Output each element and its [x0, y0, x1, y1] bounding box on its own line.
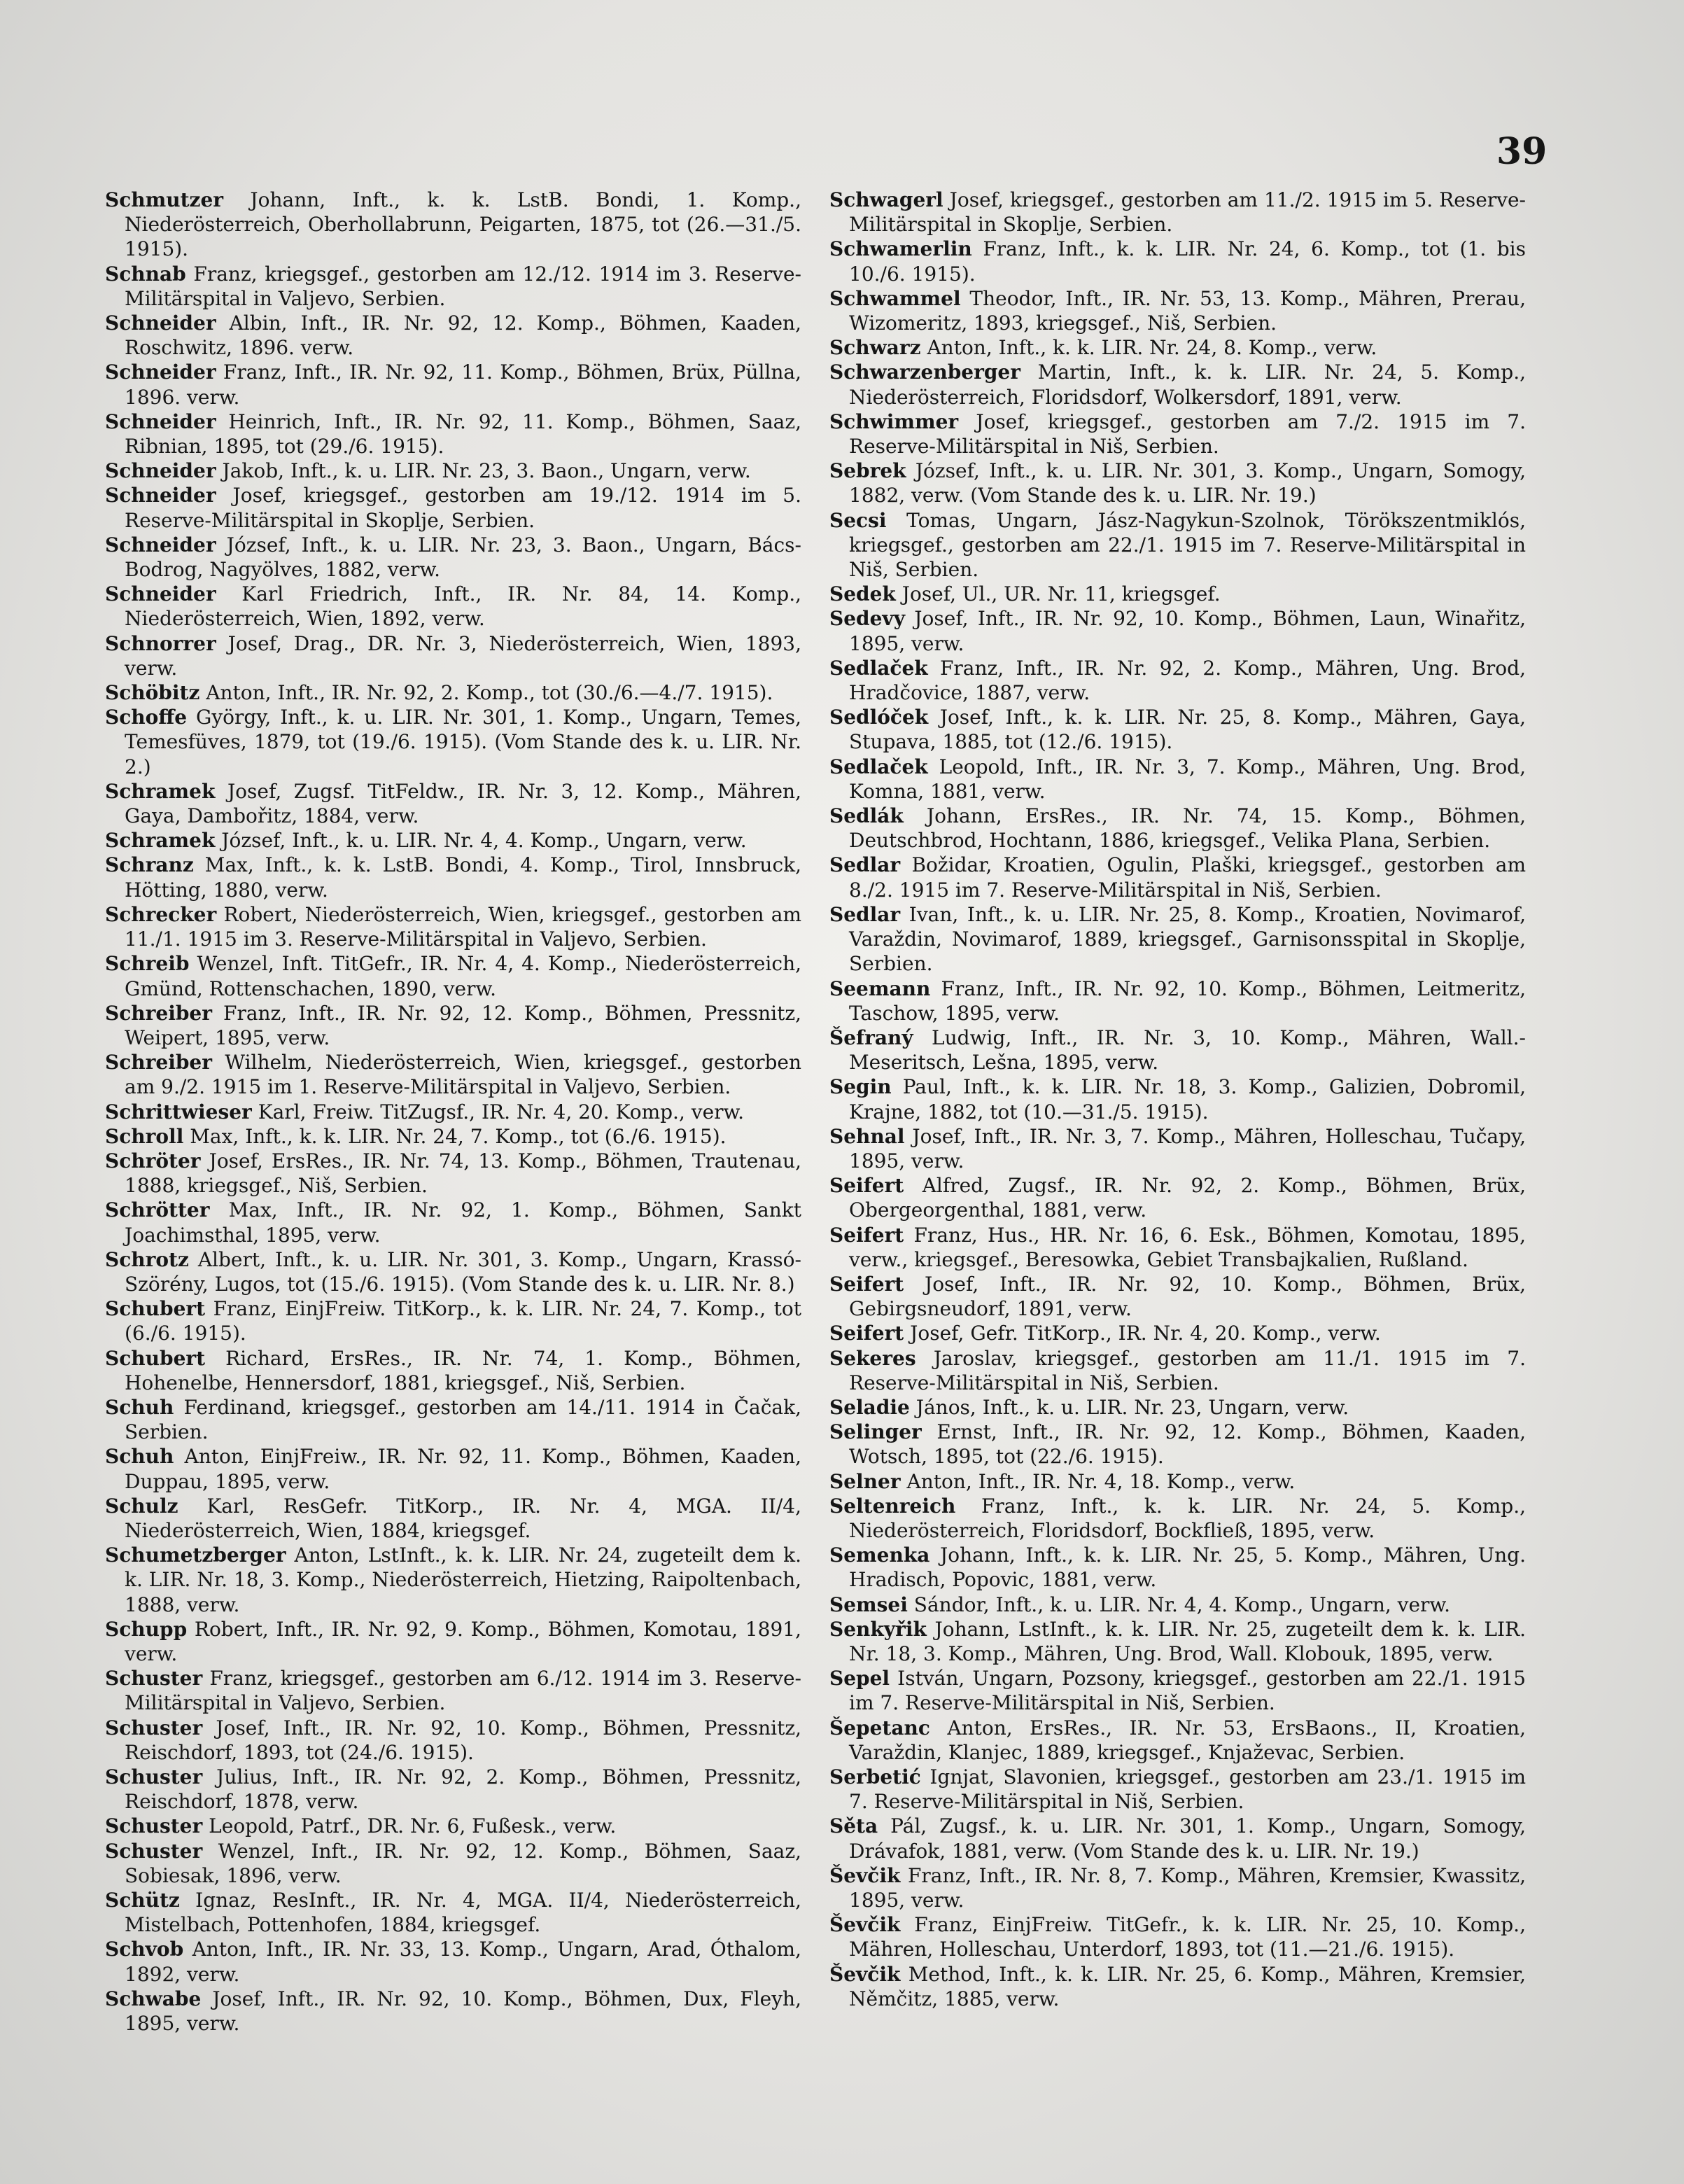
entry-details: Karl, ResGefr. TitKorp., IR. Nr. 4, MGA. II/4, Niederösterreich, Wien, 1884, kriegsgef.: [125, 1494, 801, 1542]
entry-surname: Schuster: [105, 1839, 203, 1863]
entry-surname: Schramek: [105, 829, 216, 853]
entry-surname: Sehnal: [829, 1124, 905, 1148]
entry-details: Anton, LstInft., k. k. LIR. Nr. 24, zugeteilt dem k. k. LIR. Nr. 18, 3. Komp., Niederösterreich, Hietzing, Raipoltenbach, 1888, verw.: [125, 1544, 801, 1616]
entry-details: Johann, Inft., k. k. LIR. Nr. 25, 5. Komp., Mähren, Ung. Hradisch, Popovic, 1881, verw.: [849, 1544, 1526, 1592]
entry-surname: Ševčik: [829, 1962, 901, 1986]
register-entry: [829, 1124, 1526, 1173]
entry-details: Josef, Inft., IR. Nr. 3, 7. Komp., Mähren, Holleschau, Tučapy, 1895, verw.: [849, 1124, 1526, 1172]
entry-details: Josef, kriegsgef., gestorben am 19./12. 1914 im 5. Reserve-Militärspital in Skoplje, Serbien.: [125, 484, 801, 532]
entry-surname: Semsei: [829, 1592, 908, 1616]
entry-details: Josef, kriegsgef., gestorben am 11./2. 1915 im 5. Reserve-Militärspital in Skoplje, Serbien.: [849, 188, 1526, 237]
entry-details: Johann, LstInft., k. k. LIR. Nr. 25, zugeteilt dem k. k. LIR. Nr. 18, 3. Komp., Mähren, Ung. Brod, Wall. Klobouk, 1895, verw.: [849, 1617, 1526, 1665]
entry-details: János, Inft., k. u. LIR. Nr. 23, Ungarn, verw.: [915, 1395, 1349, 1419]
register-entry: [829, 853, 1526, 902]
register-entry: [829, 1617, 1526, 1666]
register-entry: [829, 582, 1526, 606]
entry-surname: Schütz: [105, 1889, 180, 1912]
entry-details: Albert, Inft., k. u. LIR. Nr. 301, 3. Komp., Ungarn, Krassó-Szörény, Lugos, tot (15./6. 1915). (Vom Stande des k. u. LIR. Nr. 8.): [125, 1247, 801, 1296]
entry-surname: Sedlaček: [829, 755, 928, 778]
entry-details: Wilhelm, Niederösterreich, Wien, kriegsgef., gestorben am 9./2. 1915 im 1. Reserve-Militärspital in Valjevo, Serbien.: [125, 1051, 801, 1099]
entry-surname: Seifert: [829, 1322, 904, 1345]
entry-surname: Sedlar: [829, 902, 901, 926]
entry-surname: Sebrek: [829, 459, 906, 483]
entry-surname: Schwarz: [829, 336, 921, 360]
entry-surname: Schranz: [105, 853, 194, 877]
entry-surname: Schmutzer: [105, 188, 224, 211]
entry-surname: Schneider: [105, 459, 216, 483]
entry-surname: Sedek: [829, 582, 896, 606]
register-entry: [829, 1272, 1526, 1321]
entry-surname: Schrecker: [105, 902, 217, 926]
entry-details: Ferdinand, kriegsgef., gestorben am 14./11. 1914 in Čačak, Serbien.: [125, 1395, 801, 1444]
entry-details: József, Inft., k. u. LIR. Nr. 301, 3. Komp., Ungarn, Somogy, 1882, verw. (Vom Stande des k. u. LIR. Nr. 19.): [849, 459, 1526, 507]
entry-surname: Schreiber: [105, 1001, 212, 1025]
entry-surname: Ševčik: [829, 1863, 901, 1887]
entry-details: Richard, ErsRes., IR. Nr. 74, 1. Komp., Böhmen, Hohenelbe, Hennersdorf, 1881, kriegsgef., Niš, Serbien.: [125, 1346, 801, 1394]
entry-details: Franz, Inft., k. k. LIR. Nr. 24, 6. Komp., tot (1. bis 10./6. 1915).: [849, 237, 1526, 286]
entry-surname: Seltenreich: [829, 1494, 956, 1518]
entry-surname: Schwammel: [829, 286, 961, 310]
entry-surname: Schneider: [105, 484, 216, 507]
entry-surname: Schuh: [105, 1445, 174, 1469]
entry-details: Johann, Inft., k. k. LstB. Bondi, 1. Komp., Niederösterreich, Oberhollabrunn, Peigarten, 1875, tot (26.—31./5. 1915).: [125, 188, 801, 261]
entry-surname: Schneider: [105, 410, 216, 433]
register-entry: [829, 804, 1526, 853]
entry-details: István, Ungarn, Pozsony, kriegsgef., gestorben am 22./1. 1915 im 7. Reserve-Militärspital in Niš, Serbien.: [849, 1667, 1526, 1715]
entry-surname: Seladie: [829, 1395, 910, 1419]
register-entry: [829, 902, 1526, 976]
register-entry: [105, 1444, 801, 1493]
register-entry: [829, 360, 1526, 409]
entry-details: Franz, Inft., k. k. LIR. Nr. 24, 5. Komp., Niederösterreich, Floridsdorf, Bockfließ, 1895, verw.: [849, 1494, 1526, 1542]
entry-details: Alfred, Zugsf., IR. Nr. 92, 2. Komp., Böhmen, Brüx, Obergeorgenthal, 1881, verw.: [849, 1174, 1526, 1222]
entry-surname: Schröter: [105, 1149, 201, 1172]
entry-surname: Schwimmer: [829, 410, 959, 433]
register-entry: [105, 1001, 801, 1050]
entry-details: Franz, kriegsgef., gestorben am 12./12. 1914 im 3. Reserve-Militärspital in Valjevo, Serbien.: [125, 262, 801, 310]
register-entry: [105, 1666, 801, 1715]
register-entry: [105, 1346, 801, 1395]
entry-details: Ignaz, ResInft., IR. Nr. 4, MGA. II/4, Niederösterreich, Mistelbach, Pottenhofen, 1884, kriegsgef.: [125, 1889, 801, 1937]
register-entry: [829, 458, 1526, 507]
register-entry: [829, 976, 1526, 1026]
entry-surname: Schramek: [105, 779, 216, 803]
register-entry: [105, 828, 801, 853]
entry-details: György, Inft., k. u. LIR. Nr. 301, 1. Komp., Ungarn, Temes, Temesfüves, 1879, tot (19./6. 1915). (Vom Stande des k. u. LIR. Nr. 2.): [125, 706, 801, 778]
entry-surname: Secsi: [829, 508, 887, 532]
entry-surname: Sedlaček: [829, 656, 928, 680]
register-entry: [105, 1888, 801, 1937]
register-entry: [829, 188, 1526, 237]
entry-surname: Sedevy: [829, 607, 905, 631]
entry-surname: Schneider: [105, 312, 216, 335]
entry-details: Franz, Hus., HR. Nr. 16, 6. Esk., Böhmen, Komotau, 1895, verw., kriegsgef., Beresowka, Gebiet Transbajkalien, Rußland.: [849, 1223, 1526, 1271]
entry-details: Jakob, Inft., k. u. LIR. Nr. 23, 3. Baon., Ungarn, verw.: [222, 459, 751, 483]
entry-details: Josef, Gefr. TitKorp., IR. Nr. 4, 20. Komp., verw.: [910, 1322, 1381, 1345]
entry-details: Max, Inft., k. k. LstB. Bondi, 4. Komp., Tirol, Innsbruck, Hötting, 1880, verw.: [125, 853, 801, 902]
entry-details: Franz, Inft., IR. Nr. 92, 2. Komp., Mähren, Ung. Brod, Hradčovice, 1887, verw.: [849, 656, 1526, 705]
entry-surname: Ševčik: [829, 1913, 901, 1937]
register-entry: [105, 1296, 801, 1345]
register-entry: [105, 311, 801, 360]
register-entry: [829, 606, 1526, 655]
entry-surname: Schnab: [105, 262, 186, 286]
register-entry: [105, 1050, 801, 1099]
register-entry: [829, 1863, 1526, 1912]
register-entry: [829, 1494, 1526, 1543]
register-entry: [829, 1321, 1526, 1345]
entry-details: Josef, kriegsgef., gestorben am 7./2. 1915 im 7. Reserve-Militärspital in Niš, Serbien.: [849, 410, 1526, 458]
entry-surname: Schuster: [105, 1814, 203, 1838]
entry-surname: Schnorrer: [105, 631, 216, 655]
entry-details: Anton, EinjFreiw., IR. Nr. 92, 11. Komp., Böhmen, Kaaden, Duppau, 1895, verw.: [125, 1445, 801, 1493]
register-entry: [829, 1026, 1526, 1074]
entry-surname: Schubert: [105, 1346, 206, 1370]
entry-surname: Schupp: [105, 1617, 188, 1641]
entry-surname: Sekeres: [829, 1346, 916, 1370]
entry-surname: Schneider: [105, 533, 216, 556]
entry-details: Paul, Inft., k. k. LIR. Nr. 18, 3. Komp., Galizien, Dobromil, Krajne, 1882, tot (10.—31./5. 1915).: [849, 1075, 1526, 1124]
register-entry: [829, 1592, 1526, 1617]
register-entry: [105, 533, 801, 582]
register-entry: [105, 902, 801, 951]
register-entry: [829, 1814, 1526, 1863]
entry-surname: Sedlar: [829, 853, 901, 877]
entry-surname: Segin: [829, 1075, 892, 1099]
entry-details: Sándor, Inft., k. u. LIR. Nr. 4, 4. Komp., Ungarn, verw.: [913, 1592, 1450, 1616]
entry-details: Wenzel, Inft. TitGefr., IR. Nr. 4, 4. Komp., Niederösterreich, Gmünd, Rottenschachen, 1890, verw.: [125, 952, 801, 1000]
entry-details: Josef, Ul., UR. Nr. 11, kriegsgef.: [901, 582, 1221, 606]
entry-details: Božidar, Kroatien, Ogulin, Plaški, kriegsgef., gestorben am 8./2. 1915 im 7. Reserve-Militärspital in Niš, Serbien.: [849, 853, 1527, 902]
register-entry: [105, 582, 801, 631]
entry-details: Karl Friedrich, Inft., IR. Nr. 84, 14. Komp., Niederösterreich, Wien, 1892, verw.: [125, 582, 801, 631]
entry-surname: Schumetzberger: [105, 1544, 286, 1567]
register-entry: [829, 1765, 1526, 1814]
entry-details: Anton, Inft., IR. Nr. 33, 13. Komp., Ungarn, Arad, Óthalom, 1892, verw.: [125, 1938, 801, 1986]
register-entry: [829, 410, 1526, 458]
entry-surname: Schroll: [105, 1124, 184, 1148]
register-entry: [829, 1543, 1526, 1592]
entry-details: Josef, Inft., IR. Nr. 92, 10. Komp., Böhmen, Laun, Winařitz, 1895, verw.: [849, 607, 1527, 655]
entry-details: Ivan, Inft., k. u. LIR. Nr. 25, 8. Komp., Kroatien, Novimarof, Varaždin, Novimarof, 1889, kriegsgef., Garnisonsspital in Skoplje, Serbien.: [849, 902, 1526, 976]
entry-surname: Seifert: [829, 1223, 904, 1247]
entry-surname: Schulz: [105, 1494, 178, 1518]
entry-details: Franz, Inft., IR. Nr. 92, 10. Komp., Böhmen, Leitmeritz, Taschow, 1895, verw.: [849, 976, 1526, 1025]
entry-surname: Schvob: [105, 1938, 184, 1961]
entry-surname: Serbetić: [829, 1765, 921, 1788]
register-entry: [105, 680, 801, 705]
entry-surname: Selner: [829, 1469, 901, 1493]
entry-surname: Senkyřik: [829, 1617, 927, 1641]
entry-details: József, Inft., k. u. LIR. Nr. 23, 3. Baon., Ungarn, Bács-Bodrog, Nagyölves, 1882, verw.: [125, 533, 801, 582]
entry-details: Franz, Inft., IR. Nr. 92, 11. Komp., Böhmen, Brüx, Püllna, 1896. verw.: [125, 360, 802, 409]
entry-surname: Semenka: [829, 1544, 930, 1567]
register-entry: [105, 1543, 801, 1617]
entry-surname: Seemann: [829, 976, 931, 1000]
register-entry: [105, 1395, 801, 1444]
register-entry: [829, 286, 1526, 335]
entry-details: Jaroslav, kriegsgef., gestorben am 11./1. 1915 im 7. Reserve-Militärspital in Niš, Serbien.: [849, 1346, 1526, 1394]
entry-details: Josef, Zugsf. TitFeldw., IR. Nr. 3, 12. Komp., Mähren, Gaya, Dambořitz, 1884, verw.: [125, 779, 801, 828]
entry-details: Pál, Zugsf., k. u. LIR. Nr. 301, 1. Komp., Ungarn, Somogy, Drávafok, 1881, verw. (Vom Stande des k. u. LIR. Nr. 19.): [849, 1814, 1526, 1863]
register-entry: [105, 1987, 801, 2036]
entry-details: Anton, Inft., IR. Nr. 92, 2. Komp., tot (30./6.—4./7. 1915).: [206, 681, 773, 705]
register-entry: [829, 755, 1526, 804]
entry-surname: Schwamerlin: [829, 237, 972, 261]
entry-details: Method, Inft., k. k. LIR. Nr. 25, 6. Komp., Mähren, Kremsier, Němčitz, 1885, verw.: [849, 1962, 1527, 2010]
entry-details: Leopold, Inft., IR. Nr. 3, 7. Komp., Mähren, Ung. Brod, Komna, 1881, verw.: [849, 755, 1527, 803]
entry-details: Josef, Inft., IR. Nr. 92, 10. Komp., Böhmen, Brüx, Gebirgsneudorf, 1891, verw.: [849, 1272, 1526, 1321]
entry-details: Wenzel, Inft., IR. Nr. 92, 12. Komp., Böhmen, Saaz, Sobiesak, 1896, verw.: [125, 1839, 802, 1887]
entry-details: Martin, Inft., k. k. LIR. Nr. 24, 5. Komp., Niederösterreich, Floridsdorf, Wolkersdorf, 1891, verw.: [849, 360, 1526, 409]
entry-details: Johann, ErsRes., IR. Nr. 74, 15. Komp., Böhmen, Deutschbrod, Hochtann, 1886, kriegsgef., Velika Plana, Serbien.: [849, 804, 1526, 853]
entry-details: Robert, Inft., IR. Nr. 92, 9. Komp., Böhmen, Komotau, 1891, verw.: [125, 1617, 801, 1665]
register-entry: [829, 1223, 1526, 1272]
entry-details: Franz, Inft., IR. Nr. 8, 7. Komp., Mähren, Kremsier, Kwassitz, 1895, verw.: [849, 1863, 1526, 1912]
entry-surname: Schneider: [105, 360, 216, 384]
entry-details: Albin, Inft., IR. Nr. 92, 12. Komp., Böhmen, Kaaden, Roschwitz, 1896. verw.: [125, 312, 801, 360]
register-entry: [105, 262, 801, 311]
entry-surname: Schubert: [105, 1297, 206, 1321]
entry-details: Anton, Inft., IR. Nr. 4, 18. Komp., verw.: [906, 1469, 1296, 1493]
entry-details: Theodor, Inft., IR. Nr. 53, 13. Komp., Mähren, Prerau, Wizomeritz, 1893, kriegsgef., Niš, Serbien.: [849, 286, 1526, 335]
register-entry: [829, 1173, 1526, 1222]
entry-details: Max, Inft., k. k. LIR. Nr. 24, 7. Komp., tot (6./6. 1915).: [190, 1124, 727, 1148]
entry-surname: Schneider: [105, 582, 216, 606]
entry-surname: Seifert: [829, 1272, 904, 1296]
register-entry: [829, 508, 1526, 582]
entry-surname: Šepetanc: [829, 1716, 930, 1740]
register-entry: [105, 410, 801, 458]
entry-details: Ignjat, Slavonien, kriegsgef., gestorben am 23./1. 1915 im 7. Reserve-Militärspital in Niš, Serbien.: [849, 1765, 1526, 1814]
register-entry: [829, 1469, 1526, 1494]
entry-surname: Schwabe: [105, 1987, 202, 2010]
right-column: [829, 188, 1526, 2011]
register-entry: [829, 237, 1526, 286]
entry-surname: Schuh: [105, 1395, 174, 1419]
register-entry: [105, 705, 801, 779]
register-entry: [829, 1666, 1526, 1715]
entry-details: Josef, Inft., IR. Nr. 92, 10. Komp., Böhmen, Pressnitz, Reischdorf, 1893, tot (24./6. 1915).: [125, 1716, 801, 1764]
entry-surname: Schwarzenberger: [829, 360, 1020, 384]
register-entry: [829, 1346, 1526, 1395]
entry-details: Anton, ErsRes., IR. Nr. 53, ErsBaons., II, Kroatien, Varaždin, Klanjec, 1889, kriegsgef., Knjaževac, Serbien.: [849, 1716, 1526, 1764]
register-entry: [105, 1814, 801, 1838]
entry-details: Ludwig, Inft., IR. Nr. 3, 10. Komp., Mähren, Wall.-Meseritsch, Lešna, 1895, verw.: [849, 1026, 1527, 1074]
entry-details: Heinrich, Inft., IR. Nr. 92, 11. Komp., Böhmen, Saaz, Ribnian, 1895, tot (29./6. 1915).: [125, 410, 801, 458]
register-entry: [105, 458, 801, 483]
register-entry: [105, 188, 801, 262]
register-entry: [829, 1912, 1526, 1961]
entry-surname: Sedlóček: [829, 706, 929, 729]
entry-surname: Selinger: [829, 1420, 922, 1444]
entry-details: Ernst, Inft., IR. Nr. 92, 12. Komp., Böhmen, Kaaden, Wotsch, 1895, tot (22./6. 1915).: [849, 1420, 1526, 1469]
entry-surname: Šefraný: [829, 1026, 913, 1049]
entry-surname: Sěta: [829, 1814, 878, 1838]
entry-surname: Sedlák: [829, 804, 904, 828]
entry-details: Franz, EinjFreiw. TitKorp., k. k. LIR. Nr. 24, 7. Komp., tot (6./6. 1915).: [125, 1297, 802, 1345]
entry-surname: Schreiber: [105, 1051, 212, 1074]
register-entry: [105, 951, 801, 1000]
entry-surname: Schrotz: [105, 1247, 189, 1271]
entry-surname: Schuster: [105, 1765, 203, 1788]
entry-surname: Schrittwieser: [105, 1100, 252, 1124]
entry-details: Robert, Niederösterreich, Wien, kriegsgef., gestorben am 11./1. 1915 im 3. Reserve-Militärspital in Valjevo, Serbien.: [125, 902, 802, 951]
register-entry: [829, 1395, 1526, 1420]
entry-details: Max, Inft., IR. Nr. 92, 1. Komp., Böhmen, Sankt Joachimsthal, 1895, verw.: [125, 1198, 801, 1247]
register-entry: [105, 853, 801, 902]
entry-details: József, Inft., k. u. LIR. Nr. 4, 4. Komp., Ungarn, verw.: [221, 829, 747, 853]
register-entry: [829, 1716, 1526, 1765]
entry-details: Josef, Inft., k. k. LIR. Nr. 25, 8. Komp., Mähren, Gaya, Stupava, 1885, tot (12./6. 1915).: [849, 706, 1526, 754]
entry-surname: Sepel: [829, 1667, 890, 1690]
register-entry: [105, 360, 801, 409]
entry-details: Tomas, Ungarn, Jász-Nagykun-Szolnok, Törökszentmiklós, kriegsgef., gestorben am 22./1. 1915 im 7. Reserve-Militärspital in Niš, Serbien.: [849, 508, 1526, 582]
register-entry: [829, 335, 1526, 360]
register-entry: [105, 1124, 801, 1149]
register-entry: [829, 705, 1526, 754]
entry-details: Franz, EinjFreiw. TitGefr., k. k. LIR. Nr. 25, 10. Komp., Mähren, Holleschau, Unterdorf, 1893, tot (11.—21./6. 1915).: [849, 1913, 1526, 1961]
entry-surname: Schöbitz: [105, 681, 200, 705]
register-entry: [105, 483, 801, 532]
entry-details: Julius, Inft., IR. Nr. 92, 2. Komp., Böhmen, Pressnitz, Reischdorf, 1878, verw.: [125, 1765, 801, 1814]
register-entry: [105, 1100, 801, 1124]
entry-details: Josef, Drag., DR. Nr. 3, Niederösterreich, Wien, 1893, verw.: [125, 631, 801, 680]
register-entry: [105, 1247, 801, 1296]
entry-surname: Seifert: [829, 1174, 904, 1198]
register-entry: [105, 631, 801, 680]
register-entry: [105, 1494, 801, 1543]
entry-details: Josef, Inft., IR. Nr. 92, 10. Komp., Böhmen, Dux, Fleyh, 1895, verw.: [125, 1987, 801, 2036]
entry-details: Franz, kriegsgef., gestorben am 6./12. 1914 im 3. Reserve-Militärspital in Valjevo, Serbien.: [125, 1667, 801, 1715]
entry-details: Leopold, Patrf., DR. Nr. 6, Fußesk., verw.: [209, 1814, 617, 1838]
entry-details: Karl, Freiw. TitZugsf., IR. Nr. 4, 20. Komp., verw.: [258, 1100, 745, 1124]
entry-surname: Schreib: [105, 952, 190, 976]
register-entry: [829, 1962, 1526, 2011]
register-entry: [105, 1839, 801, 1888]
register-entry: [105, 1617, 801, 1666]
entry-surname: Schrötter: [105, 1198, 210, 1222]
register-entry: [105, 1198, 801, 1247]
entry-surname: Schuster: [105, 1667, 203, 1690]
register-entry: [105, 1716, 801, 1765]
entry-details: Josef, ErsRes., IR. Nr. 74, 13. Komp., Böhmen, Trautenau, 1888, kriegsgef., Niš, Serbien.: [125, 1149, 801, 1198]
register-entry: [829, 656, 1526, 705]
register-entry: [105, 1149, 801, 1198]
register-entry: [105, 1765, 801, 1814]
entry-surname: Schuster: [105, 1716, 203, 1740]
register-entry: [105, 1937, 801, 1986]
entry-details: Anton, Inft., k. k. LIR. Nr. 24, 8. Komp., verw.: [927, 336, 1377, 360]
left-column: [105, 188, 801, 2036]
register-entry: [105, 779, 801, 828]
entry-details: Franz, Inft., IR. Nr. 92, 12. Komp., Böhmen, Pressnitz, Weipert, 1895, verw.: [125, 1001, 801, 1049]
entry-surname: Schwagerl: [829, 188, 943, 211]
register-entry: [829, 1420, 1526, 1469]
entry-surname: Schoffe: [105, 706, 188, 729]
page-number: 39: [1496, 130, 1548, 173]
register-entry: [829, 1074, 1526, 1124]
